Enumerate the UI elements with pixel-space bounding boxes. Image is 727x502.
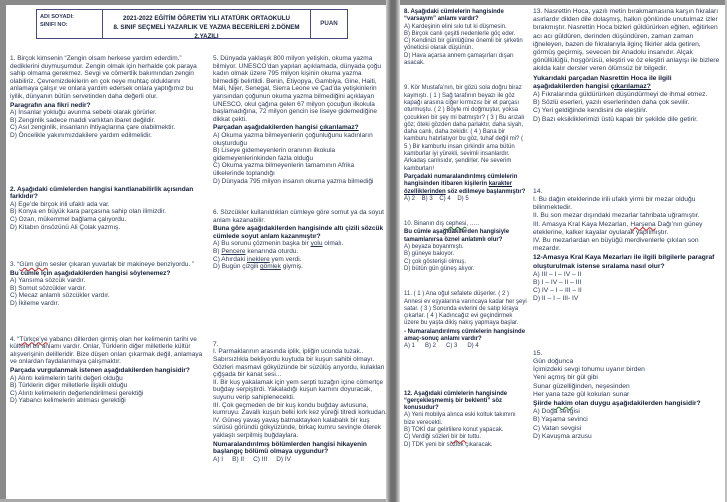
- text-run: A) Yeni mobilya alınca eski koltuk takımını bize verecekti.: [404, 412, 516, 426]
- text-run: A) I B) II C) III D) IV: [213, 455, 292, 463]
- text-run: Şiirde: [533, 399, 554, 407]
- text-run: D) Hava açarsa annem çamaşırları dışarı asacak.: [404, 52, 514, 67]
- score-label: PUAN: [320, 20, 338, 27]
- text-run: Gün doğunca: [533, 357, 574, 365]
- name-label: ADI SOYADI:: [40, 14, 74, 20]
- question-text: [404, 221, 528, 228]
- question-q5: [213, 55, 387, 185]
- question-stem: [404, 174, 528, 196]
- question-q2: [10, 186, 204, 232]
- exam-title-line1: 2021-2022 EĞİTİM ÖĞRETİM YILI ATATÜRK ORTAOKULU: [123, 15, 290, 22]
- question-text: [533, 383, 721, 391]
- question-text: [533, 221, 721, 237]
- text-run: A) İnsanlar yokluğu avunma sebebi olarak görürler.: [10, 109, 157, 117]
- text-run: 5. Dünyada yaklaşık 800 milyon yetişkin, okuma yazma bilmiyor. UNESCO’dan yapılan açıklamada, dünyada çoğu kadın olmak üzere 795 milyon kişinin okuma yazma bilmediği belirtildi. Benin, Etiyopya, Gambiya, Gine, Haiti, Mali, Nijer, Senegal, Sierra Leone ve Çad’da yetişkinlerin yarısından çoğunun okuma yazma bilmediğini açıklayan UNESCO, okul çağına gelen 67 milyon çocuğun ilkokula başlamadığına, 72 milyon gencin ise liseye gidemediğine dikkat çekti.: [213, 55, 382, 123]
- question-q1: [10, 55, 204, 140]
- text-run: B) Sözlü eserleri, yazılı eserlerinden daha çok sevilir.: [533, 99, 690, 107]
- question-text: [533, 358, 721, 366]
- question-text: [533, 196, 721, 212]
- text-run: A) III – I – IV – II: [533, 270, 582, 278]
- question-text: [533, 391, 721, 399]
- text-run: D) Kitabın önsözünü Ali Çolak yazmış.: [10, 223, 121, 231]
- text-run: yabancı dillerden girmiş olan her kelimenin tarihi ve kültürel bir anlamı vardır. Onlar, Türklerin diğer milletlerle kültür alışverişinin delilleridir. Bize düşen onları çıkarmak değil, anlamaya ve onlardan faydalanmaya çalışmaktır.: [10, 335, 203, 366]
- question-text: [10, 55, 204, 101]
- text-run: A) Okuma yazma bilmeyenlerin çoğunluğunu kadınların oluşturduğu: [213, 131, 373, 147]
- text-run: tuttu.: [466, 434, 482, 441]
- answer-option: [10, 109, 204, 117]
- question-q14: [533, 188, 721, 304]
- text-run: Yeni açmış bir gül gibi: [533, 374, 598, 382]
- answer-option: [404, 259, 528, 266]
- text-run: Parçadan aşağıdakilerden hangisi: [213, 124, 320, 132]
- text-run: III. Çok geçmeden de bir kuş kondu buğday avlusuna, kumruyu. Zavallı kuşun belki kırk kez yüreği titredi korkudan.: [213, 401, 387, 417]
- text-run: C) Ozan, mükemmel bağlama çalıyordu.: [10, 215, 127, 223]
- question-q11: [404, 291, 528, 350]
- answer-option: [10, 216, 204, 224]
- question-text: [404, 85, 528, 173]
- text-run: B) TOKİ dar gelirlilere konut yapacak.: [404, 427, 504, 434]
- text-run: IV. Bu mezarlardan en büyüğü merdivenlerle çıkılan son mezardır.: [533, 237, 699, 253]
- question-text: [533, 188, 721, 196]
- question-q9: [404, 85, 528, 203]
- spellcheck-marked-word: hakim: [553, 399, 573, 407]
- text-run: sesler çıkaran yuvarlak bir makineye benziyordu. ”: [47, 261, 195, 269]
- answer-option: [533, 279, 721, 287]
- question-text: [213, 402, 387, 417]
- class-label: SINIFI NO:: [40, 22, 68, 28]
- text-run: Her yana taze gül kokuları sunar: [533, 390, 630, 398]
- text-run: 9. Kör Mustafa’nın, bir gözü sola doğru biraz kaymıştı. ( 1 ) Sağ tarafının beyazı ile göz kapağı arasına ciğer kırmızısı bir et parçası oturmuştu. ( 2 ) Böyle mi doğmuştur, yoksa çocukken bir şey mi batmıştır? ( 3 ) Bu arızalı göz; öteki gözden daha parlaktır, daha siyah, daha canlı, daha zekidir. ( 4 ) Bana bir kamburu hatırlatıyor bu göz, tuhaf değil mi? ( 5 ) Bir kamburlu insan çirkindir ama bütün kamburlar iyi yürekli, sevimli insanlardır. Arkadaş canlısıdır, şendirler. Ne severim kamburları!: [404, 85, 525, 172]
- answer-option: [10, 132, 204, 140]
- text-run: B) Türklerin diğer milletlerle ilişkili olduğu: [10, 382, 128, 390]
- question-text: [10, 261, 204, 269]
- answer-option: [10, 124, 204, 132]
- answer-option: [10, 382, 204, 390]
- text-run: D) II – I – III- IV: [533, 295, 579, 303]
- question-text: [533, 237, 721, 253]
- question-text: [213, 379, 387, 402]
- text-run: Parçadaki numaralandırılmış cümlelerin hangisinden itibaren kişilerin: [404, 173, 518, 188]
- text-run: A) Ege’de birçok irili ufaklı ada var.: [10, 200, 110, 208]
- answer-option: [10, 292, 204, 300]
- text-run: 2. Aşağıdaki cümlelerden hangisi kanıtlanabilirlik açısından farklıdır?: [10, 185, 194, 201]
- text-run: C) çok gösterişli olmuş.: [404, 258, 467, 265]
- question-stem: [404, 229, 528, 244]
- question-text: [10, 336, 204, 366]
- spellcheck-marked-word: Güm güm: [19, 261, 48, 269]
- text-run: B) I – IV – II – III: [533, 279, 582, 287]
- question-stem: [213, 225, 387, 240]
- question-text: [213, 209, 387, 224]
- underlined-word: çıkarılamaz?: [319, 124, 359, 132]
- text-run: yem verdi.: [269, 255, 302, 263]
- text-run: 11. ( 1 ) Ana oğul sefalete düşerler. ( 2 ) Annesi ev eşyalarına varıncaya kadar her şeyi satar. ( 3 ) Sonunda evlerini de satıp kiraya çıkarlar. ( 4 ) Kadıncağız evi geçindirmek üzere bu yaşta dikiş nakış yapmaya başlar.: [404, 291, 527, 327]
- text-run: Bu cümle aşağıdakilerden hangisiyle tamamlanırsa öznel anlatımlı olur?: [404, 229, 510, 243]
- question-stem: [10, 270, 204, 278]
- question-text: [213, 341, 387, 349]
- question-text: [533, 350, 721, 358]
- spellcheck-marked-word: Türkçe’ye: [19, 335, 48, 343]
- exam-title-cell: [103, 10, 311, 38]
- text-run: B) Zenginlik sadece maddi varlıktan ibaret değildir.: [10, 116, 156, 124]
- spellcheck-marked-word: cephesi: [445, 221, 467, 228]
- text-run: D) TDK yeni bir sözlük çıkaracak.: [404, 441, 493, 448]
- answer-option: [404, 434, 528, 441]
- answer-option: [213, 240, 387, 248]
- answer-option: [213, 178, 387, 186]
- text-run: D) Yabancı kelimelerin atılması gerektiği: [10, 397, 126, 405]
- text-run: D) Dünyada 795 milyon insanın okuma yazma bilmediği: [213, 177, 374, 185]
- question-q8: [404, 9, 528, 67]
- question-text: [213, 348, 387, 378]
- spellcheck-marked-word: bir bir: [451, 434, 467, 441]
- underlined-word: yolu: [310, 240, 323, 248]
- text-run: Sunar güzelliğinden, neşesinden: [533, 382, 630, 390]
- text-run: - Numaralandırılmış cümlelerin hangisinde amaç-sonuç anlamı vardır?: [404, 328, 526, 342]
- text-run: 14.: [533, 187, 543, 195]
- question-text: [404, 291, 528, 327]
- answer-option: [404, 412, 528, 427]
- answer-option: [404, 244, 528, 251]
- text-run: 3. “: [10, 261, 20, 269]
- text-run: D) Öncelikle yakınımızdakilere yardım edilmelidir.: [10, 131, 152, 139]
- answer-option: [213, 248, 387, 256]
- question-text: [533, 366, 721, 374]
- question-stem: [404, 391, 528, 413]
- answer-option: [533, 116, 721, 124]
- text-run: A) Fıkralarında güldürürken düşündürmeyi de ihmal etmez.: [533, 91, 708, 99]
- answer-option: [404, 427, 528, 434]
- question-stem: [10, 186, 204, 201]
- text-run: 6. Sözcükler kullanıldıkları cümleye göre somut ya da soyut anlam kazanabilir.: [213, 209, 384, 224]
- text-run: C) Mecaz anlamlı sözcükler vardır.: [10, 292, 110, 300]
- question-stem: [533, 254, 721, 270]
- text-run: D) Bugün çizgili: [213, 263, 260, 271]
- answer-option: [10, 390, 204, 398]
- answer-option: [213, 456, 387, 464]
- text-run: IV. Güneş yavaş yavaş batmaktayken kalabalık bir kuş sürüsü göründü gökyüzünde, birkaç kumru sevinçle öterek yaklaştı serpilmiş buğdaylara.: [213, 416, 382, 439]
- text-run: C) Yeri geldiğinde kendisini de eleştirir.: [533, 107, 648, 115]
- question-stem: [10, 367, 204, 375]
- question-q12: [404, 391, 528, 449]
- answer-option: [404, 266, 528, 273]
- answer-option: [10, 201, 204, 209]
- question-q3: [10, 261, 204, 308]
- answer-option: [404, 251, 528, 258]
- text-run: 7.: [213, 340, 219, 348]
- answer-option: [213, 132, 387, 147]
- answer-option: [213, 162, 387, 177]
- column-2: [213, 55, 387, 463]
- text-run: 1. Birçok kimsenin “Zengin olsam herkese yardım ederdim.” dediklerini duymuşumdur. Zengin olmak için herhalde çok paraya sahip olmama gerekmez. Sevgi ve cömertlik bakımından zengin olabiliriz. Çevremizdekilerin en çok neye muhtaç olduklarını anlamaya çalışır ve onlara yardım edersek onlara yaptığımız bu iyilik, dünyanın bütün servetinden daha değerli olur.: [10, 55, 197, 100]
- text-run: 13. Nasrettin Hoca, yazılı metin bırakmamasına karşın fıkraları asırlardır dilden dile dolaşmış, halkın gönlünde unutulmaz izler bırakmıştır. Nasrettin Hoca bizleri güldürürken eğiten, eğitirken acı acı güldüren, derinden düşündüren, zaman zaman iğneleyen, bazen de fıkralarıyla ilginç fikirler akla getiren, görmüş geçirmiş, sevecen bir Anadolu insanıdır. Alçak gönüllülüğü, hoşgörüsü, eleştiri ve öz eleştiri anlayışı ile bizlere akılda kalır dersler veren ölümsüz bir bilgedir.: [533, 8, 720, 73]
- text-run: B) Somut sözcükler vardır.: [10, 284, 87, 292]
- text-run: B) Liseye gidemeyenlerin oranının ilkokula gidemeyenlerinkinden fazla olduğu: [213, 147, 336, 162]
- text-run: C) Okuma yazma bilmeyenlerin tamamının Afrika ülkelerinde toplandığı: [213, 162, 355, 177]
- text-run: C) Vatan sevgisi: [533, 424, 582, 432]
- question-q7: [213, 341, 387, 464]
- text-run: B) güneye bakıyor.: [404, 251, 455, 258]
- answer-option: [10, 208, 204, 216]
- text-run: Yukarıdaki parçadan Nasrettin Hoca ile ilgili aşağıdakilerden hangisi: [533, 74, 672, 90]
- text-run: 12-Amasya Kral Kaya Mezarları ile ilgili bilgilerle paragraf oluşturulmak istense sıralama nasıl olur?: [533, 254, 715, 270]
- question-q4: [10, 336, 204, 405]
- student-info-cell: [37, 10, 103, 38]
- answer-option: [533, 416, 721, 424]
- text-run: 8. Aşağıdaki cümlelerin hangisinde “varsayım” anlamı vardır?: [404, 9, 504, 23]
- question-stem: [404, 329, 528, 344]
- question-stem: [213, 124, 387, 132]
- question-text: [533, 212, 721, 220]
- text-run: 12. Aşağıdaki cümlelerin hangisinde “gerçekleşmemiş bir beklenti” söz konusudur?: [404, 390, 508, 412]
- underlined-word: ineklere: [246, 255, 270, 263]
- text-run: C) Kendinizi bir günlüğüne önemli bir şirketin yöneticisi olarak düşünün.: [404, 38, 523, 52]
- question-text: [213, 55, 387, 123]
- column-4: [533, 8, 721, 441]
- text-run: Dağı’nın güney eteklerine, kalker kayalar oyularak yapılmıştır.: [533, 220, 703, 236]
- question-q13: [533, 8, 721, 124]
- question-stem: [533, 75, 721, 91]
- text-run: B) Konya en büyük kara parçasına sahip olan ilimizdir.: [10, 208, 167, 216]
- text-run: A) Kardeşinin elini sıkı tut ki düşmesin.: [404, 23, 507, 30]
- answer-option: [533, 287, 721, 295]
- text-run: C) Alıntı kelimelerin değerlendirilmesi gerektiği: [10, 389, 144, 397]
- text-run: I. Bu dağın eteklerinde irili ufaklı yirmi bir mezar olduğu bilinmektedir.: [533, 196, 696, 212]
- text-run: A) Alıntı kelimelerin tarihi değeri olduğu: [10, 374, 123, 382]
- question-stem: [213, 441, 387, 456]
- scan-edge-top: [0, 0, 727, 5]
- text-run: I. Parmaklarının arasında iplik, ipliğin ucunda tuzak.. Sabırsızlıkla bekliyordu kuytuda bir kuşun sahibi olmayı. Gözleri masmavi gökyüzünde bir süzülüş arıyordu, kulakları çığşada bir kanat sesi...: [213, 348, 385, 379]
- score-box: [311, 10, 347, 38]
- answer-option: [533, 271, 721, 279]
- question-q15: [533, 350, 721, 441]
- text-run: C) Ahırdaki: [213, 255, 247, 263]
- text-run: Bu cümle için aşağıdakilerden hangisi söylenemez?: [10, 269, 171, 277]
- answer-option: [10, 300, 204, 308]
- text-run: A) 2 B) 3 C) 4 D) 5: [404, 195, 469, 202]
- answer-option: [533, 433, 721, 441]
- text-run: 4. “: [10, 335, 20, 343]
- text-run: III. Amasya Kral Kaya Mezarları,: [533, 220, 631, 228]
- text-run: İçimizdeki sevgi tohumu uyanır birden: [533, 366, 645, 374]
- underlined-word: çıkarılamaz?: [610, 82, 651, 90]
- answer-option: [404, 343, 528, 350]
- question-text: [533, 374, 721, 382]
- text-run: kenarında oturdu.: [245, 248, 299, 256]
- text-run: II. Bu son mezar dışındaki mezarlar tahribata uğramıştır.: [533, 212, 700, 220]
- answer-option: [10, 277, 204, 285]
- answer-option: [213, 256, 387, 264]
- answer-option: [404, 38, 528, 53]
- column-3: [404, 8, 528, 449]
- text-run: B): [213, 248, 222, 256]
- text-run: C) IV – I – III – II: [533, 287, 582, 295]
- text-run: A) 1 B) 2 C) 3 D) 4: [404, 343, 479, 350]
- text-run: olan duygu aşağıdakilerden hangisidir?: [572, 399, 701, 407]
- underlined-word: karakter özelliklerinden: [404, 181, 513, 195]
- text-run: D) Kavuşma arzusu: [533, 432, 592, 440]
- text-run: A) Doğa sevgisi: [533, 408, 580, 416]
- answer-option: [10, 375, 204, 383]
- question-stem: [533, 400, 721, 408]
- underlined-word: Pencere: [221, 248, 246, 256]
- answer-option: [404, 442, 528, 449]
- question-q10: [404, 221, 528, 273]
- text-run: Parçada vurgulanmak istenen aşağıdakilerden hangisidir?: [10, 367, 190, 375]
- text-run: C) Asıl zenginlik, insanların ihtiyaçlarına çare olabilmektir.: [10, 124, 176, 132]
- text-run: D) Bazı eksikliklerimizi üstü kapalı bir şekilde dile getirir.: [533, 115, 699, 123]
- question-text: [213, 417, 387, 440]
- answer-option: [404, 53, 528, 68]
- text-run: C) Verdiği sözleri: [404, 434, 452, 441]
- text-run: B) Yaşama sevinci: [533, 416, 588, 424]
- underlined-word: gömlek: [259, 263, 281, 271]
- text-run: Paragrafın ana fikri nedir?: [10, 101, 91, 109]
- column-1: [10, 55, 204, 405]
- answer-option: [404, 196, 528, 203]
- answer-option: [213, 263, 387, 271]
- scan-edge-left: [0, 0, 6, 502]
- answer-option: [10, 117, 204, 125]
- answer-option: [10, 285, 204, 293]
- text-run: D) bütün gün güneş alıyor.: [404, 265, 475, 272]
- text-run: olmalı.: [322, 240, 344, 248]
- answer-option: [213, 147, 387, 162]
- answer-option: [533, 425, 721, 433]
- question-stem: [404, 9, 528, 24]
- question-text: [533, 8, 721, 74]
- exam-title-line2: 8. SINIF SEÇMELİ YAZARLIK VE YAZMA BECERİLERİ 2.DÖNEM 2.YAZILI: [113, 24, 300, 38]
- text-run: B) Birçok canlı çeşitli nedenlerle göç eder.: [404, 30, 516, 37]
- answer-option: [533, 107, 721, 115]
- answer-option: [404, 31, 528, 38]
- answer-option: [533, 99, 721, 107]
- text-run: giymiş.: [280, 263, 303, 271]
- text-run: Numaralandırılmış bölümlerden hangisi hikayenin başlangıç bölümü olmaya uygundur?: [213, 440, 367, 456]
- answer-option: [404, 24, 528, 31]
- text-run: söz edilmeye başlanmıştır?: [445, 188, 526, 195]
- text-run: A) Yansıma sözcük vardır.: [10, 277, 86, 285]
- text-run: Buna göre aşağıdakilerden hangisinde altı çizili sözcük cümlede soyut anlam kazanmıştır?: [213, 225, 384, 240]
- text-run: , …..: [466, 221, 480, 228]
- text-run: D) İkileme vardır.: [10, 300, 60, 308]
- spellcheck-marked-word: Harşena: [630, 220, 656, 228]
- answer-option: [533, 408, 721, 416]
- answer-option: [533, 295, 721, 303]
- text-run: 10. Binanın dış: [404, 221, 446, 228]
- text-run: A) beyaza boyanmıştı.: [404, 244, 464, 251]
- text-run: A) Bu sorunu çözmenin başka bir: [213, 240, 311, 248]
- question-q6: [213, 209, 387, 271]
- text-run: 15.: [533, 349, 543, 357]
- scan-fold-shadow: [386, 0, 400, 502]
- exam-header-table: [36, 9, 348, 39]
- answer-option: [10, 224, 204, 232]
- answer-option: [533, 91, 721, 99]
- text-run: II. Bir kuş yakalamak için yem serpti tuzağın içine cömertçe buğday serpiştirdi. Yakaladığı kuşun karnını doyuracak, suyunu verip sahiplenecekti.: [213, 378, 384, 401]
- answer-option: [10, 397, 204, 405]
